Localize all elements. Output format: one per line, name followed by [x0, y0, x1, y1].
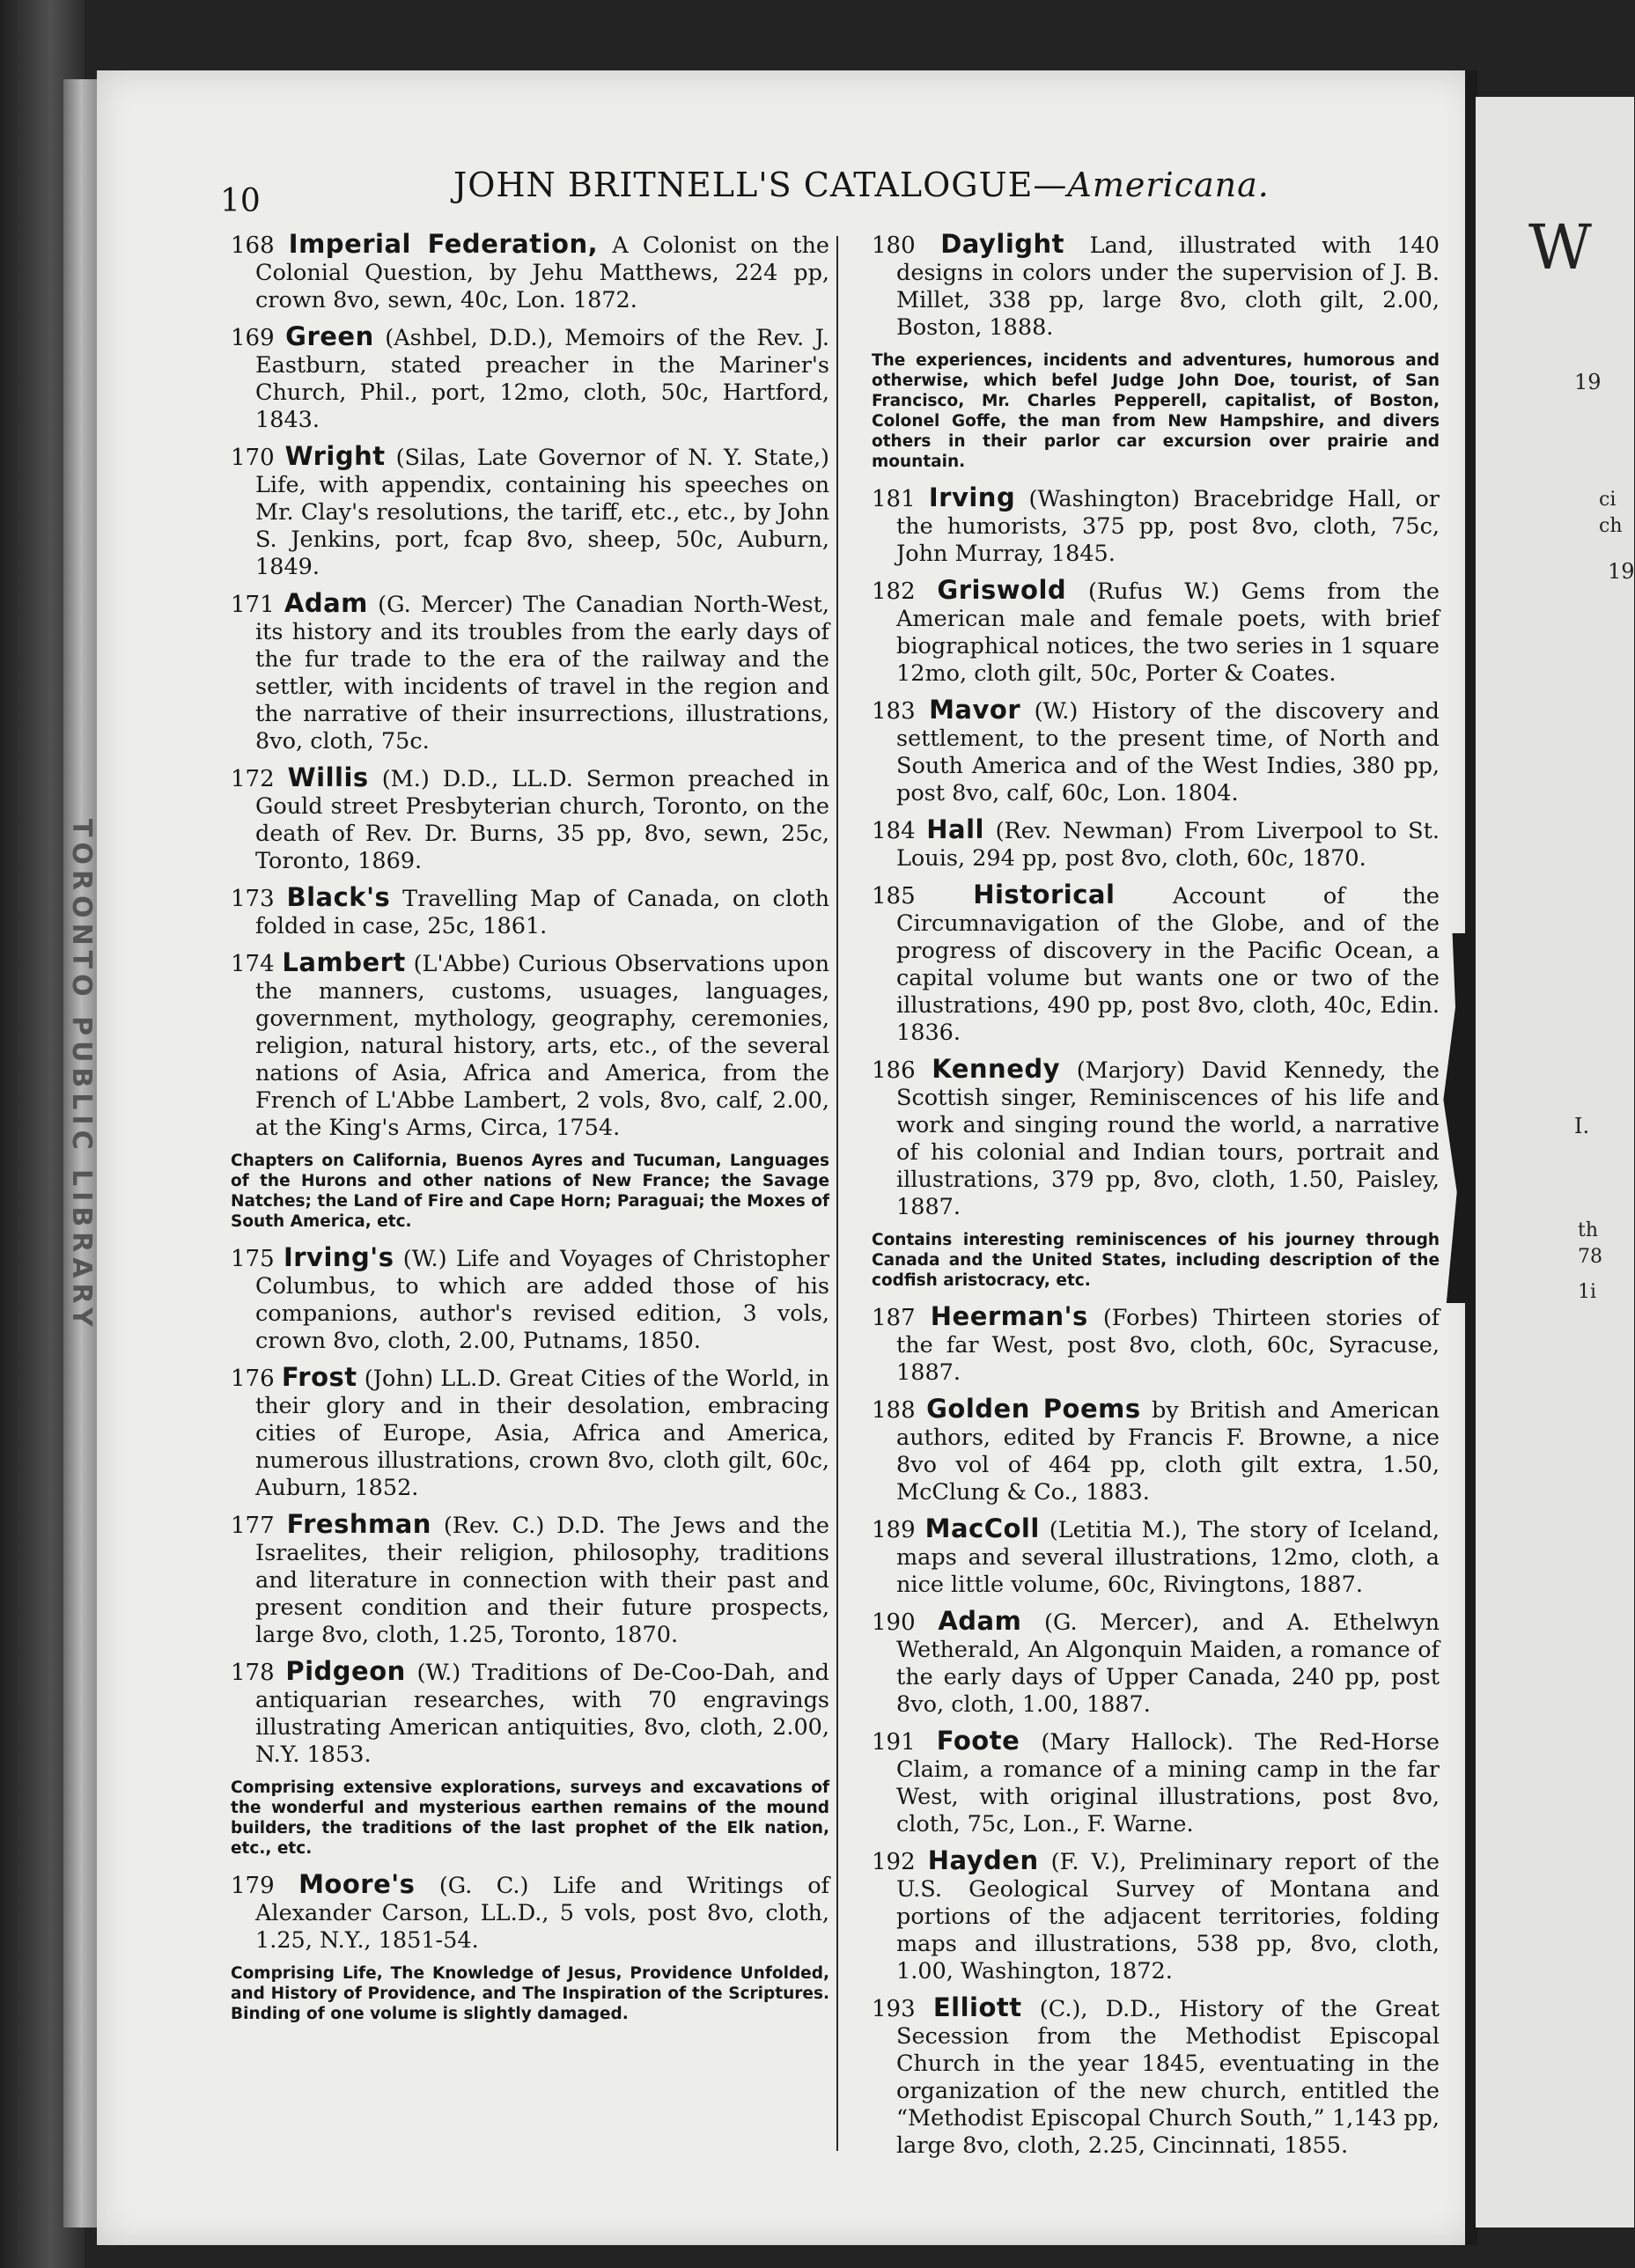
entry-number: 185 [872, 883, 916, 909]
entry-number: 190 [872, 1609, 916, 1636]
catalogue-entry [231, 884, 829, 940]
page-header [220, 166, 1453, 218]
entry-keyword: Heerman's [930, 1301, 1088, 1331]
entry-description: (Letitia M.), The story of Iceland, maps and several illustrations, 12mo, cloth, a nice little volume, 60c, Rivingtons, 1887. [896, 1517, 1440, 1598]
column-divider [836, 236, 838, 2151]
entry-keyword: Wright [284, 441, 386, 471]
entry-description: (F. V.), Preliminary report of the U.S. Geological Survey of Montana and portions of the adjacent territories, folding maps and illustrations, 538 pp, 8vo, cloth, 1.00, Washington, 1872. [896, 1849, 1440, 1984]
entry-number: 187 [872, 1305, 916, 1331]
entry-description: (M.) D.D., LL.D. Sermon preached in Gould street Presbyterian church, Toronto, on the death of Rev. Dr. Burns, 35 pp, 8vo, sewn, 25c, Toronto, 1869. [255, 766, 830, 874]
catalogue-entry [231, 1244, 829, 1355]
catalogue-entry [231, 443, 829, 581]
entry-note: Chapters on California, Buenos Ayres and Tucuman, Languages of the Hurons and other nations of New France; the Savage Natches; the Land of Fire and Cape Horn; Paraguai; the Moxes of South America, etc. [231, 1152, 829, 1231]
catalogue-entry [872, 1847, 1440, 1985]
adjacent-fragment: 19 [1608, 559, 1635, 584]
entry-number: 191 [872, 1729, 916, 1756]
entry-number: 176 [231, 1366, 275, 1392]
catalogue-entry [872, 1727, 1440, 1838]
entry-keyword: Pidgeon [285, 1656, 406, 1686]
entry-description: (Mary Hallock). The Red-Horse Claim, a romance of a mining camp in the far West, with original illustrations, post 8vo, cloth, 75c, Lon., F. Warne. [896, 1729, 1440, 1837]
adjacent-fragment: 78 [1578, 1246, 1602, 1268]
catalogue-entry [872, 231, 1440, 342]
entry-keyword: Freshman [286, 1509, 431, 1539]
adjacent-fragment: 19 [1574, 370, 1602, 394]
entry-keyword: Hall [926, 814, 984, 844]
entry-number: 181 [872, 486, 916, 512]
catalogue-entry [872, 1608, 1440, 1719]
catalogue-entry [872, 816, 1440, 873]
entry-note: Comprising extensive explorations, surveys and excavations of the wonderful and mysterious earthen remains of the mound builders, the traditions of the last prophet of the Elk nation, etc., etc. [231, 1778, 829, 1858]
entry-number: 169 [231, 325, 275, 351]
entry-number: 189 [872, 1517, 916, 1543]
adjacent-fragment: th [1578, 1219, 1599, 1241]
catalogue-entry [231, 231, 829, 314]
catalogue-entry [872, 696, 1440, 807]
entry-description: (G. Mercer) The Canadian North-West, its history and its troubles from the early days of the fur trade to the era of the railway and the settler, with incidents of travel in the region and the narrative of their insurrections, illustrations, 8vo, cloth, 75c. [255, 592, 829, 755]
entry-number: 168 [231, 232, 275, 259]
entry-number: 193 [872, 1996, 916, 2022]
entry-description: (John) LL.D. Great Cities of the World, in their glory and in their desolation, embracing cities of Europe, Asia, Africa and America, numerous illustrations, crown 8vo, cloth gilt, 60c, Auburn, 1852. [255, 1366, 829, 1501]
entry-description: (W.) Traditions of De-Coo-Dah, and antiquarian researches, with 70 engravings illustrating American antiquities, 8vo, cloth, 2.00, N.Y. 1853. [255, 1660, 829, 1768]
entry-keyword: Imperial Federation, [288, 229, 599, 259]
entry-keyword: Elliott [932, 1992, 1022, 2022]
entry-note: Comprising Life, The Knowledge of Jesus, Providence Unfolded, and History of Providence, and The Inspiration of the Scriptures. Binding of one volume is slightly damaged. [231, 1964, 829, 2023]
entry-description: (Forbes) Thirteen stories of the far West, post 8vo, cloth, 60c, Syracuse, 1887. [896, 1305, 1440, 1386]
catalogue-entry [872, 1994, 1440, 2160]
entry-keyword: Daylight [940, 229, 1065, 259]
entry-note: The experiences, incidents and adventures, humorous and otherwise, which befel Judge John Doe, tourist, of San Francisco, Mr. Charles Pepperell, capitalist, of Boston, Colonel Goffe, the man from New Hampshire, and divers others in their parlor car excursion over prairie and mountain. [872, 351, 1440, 471]
entry-description: (Ashbel, D.D.), Memoirs of the Rev. J. Eastburn, stated preacher in the Mariner's Church, Phil., port, 12mo, cloth, 50c, Hartford, 1843. [255, 325, 830, 433]
catalogue-entry [872, 577, 1440, 688]
entry-keyword: Kennedy [932, 1054, 1061, 1084]
catalogue-entry [231, 764, 829, 875]
entry-number: 180 [872, 232, 916, 259]
entry-keyword: Hayden [927, 1845, 1039, 1875]
catalogue-entry [872, 484, 1440, 568]
entry-number: 172 [231, 766, 275, 792]
entry-description: (Rufus W.) Gems from the American male and female poets, with brief biographical notices, the two series in 1 square 12mo, cloth gilt, 50c, Porter & Coates. [896, 578, 1440, 687]
entry-number: 182 [872, 578, 916, 605]
entry-description: (Washington) Bracebridge Hall, or the humorists, 375 pp, post 8vo, cloth, 75c, John Murray, 1845. [896, 486, 1440, 567]
catalogue-entry [872, 1515, 1440, 1599]
entry-description: (W.) Life and Voyages of Christopher Columbus, to which are added those of his companions, author's revised edition, 3 vols, crown 8vo, cloth, 2.00, Putnams, 1850. [255, 1246, 830, 1354]
entry-number: 179 [231, 1873, 275, 1899]
entry-description: (Rev. Newman) From Liverpool to St. Louis, 294 pp, post 8vo, cloth, 60c, 1870. [896, 818, 1440, 872]
catalogue-entry [231, 949, 829, 1142]
entry-number: 170 [231, 445, 275, 471]
catalogue-entry [231, 1871, 829, 1955]
adjacent-page-strip [1476, 97, 1634, 2228]
entry-description: Account of the Circumnavigation of the Globe, and of the progress of discovery in the Pacific Ocean, a capital volume but wants one or two of the illustrations, 490 pp, post 8vo, cloth, 40c, Edin. 1836. [896, 883, 1440, 1046]
entry-keyword: Mavor [929, 695, 1021, 725]
entry-keyword: Irving's [283, 1242, 394, 1272]
entry-keyword: Foote [936, 1726, 1020, 1756]
catalogue-entry [231, 590, 829, 755]
adjacent-fragment: 1i [1578, 1281, 1597, 1303]
entry-number: 171 [231, 592, 275, 618]
entry-description: (Rev. C.) D.D. The Jews and the Israelites, their religion, philosophy, traditions and literature in connection with their past and present condition and their future prospects, large 8vo, cloth, 1.25, Toronto, 1870. [255, 1513, 829, 1648]
left-column [231, 231, 829, 2036]
entry-keyword: Golden Poems [926, 1394, 1141, 1424]
entry-description: (Marjory) David Kennedy, the Scottish singer, Reminiscences of his life and work and singing round the world, a narrative of his colonial and Indian tours, portrait and illustrations, 379 pp, 8vo, cloth, 1.50, Paisley, 1887. [896, 1057, 1440, 1220]
entry-number: 177 [231, 1513, 275, 1539]
entry-keyword: Adam [938, 1606, 1022, 1636]
entry-description: (W.) History of the discovery and settlement, to the present time, of North and South America and of the West Indies, 380 pp, post 8vo, calf, 60c, Lon. 1804. [896, 698, 1440, 806]
entry-keyword: Willis [287, 762, 369, 792]
adjacent-fragment: ci [1599, 489, 1617, 511]
entry-description: (Silas, Late Governor of N. Y. State,) Life, with appendix, containing his speeches on Mr. Clay's resolutions, the tariff, etc., etc., by John S. Jenkins, port, fcap 8vo, sheep, 50c, Auburn, 1849. [255, 445, 829, 580]
catalogue-entry [231, 1364, 829, 1502]
entry-number: 184 [872, 818, 916, 844]
catalogue-entry [872, 1303, 1440, 1387]
running-title-text: JOHN BRITNELL'S CATALOGUE— [453, 166, 1068, 204]
entry-number: 178 [231, 1660, 275, 1686]
entry-keyword: Lambert [282, 947, 406, 977]
entry-keyword: Green [285, 321, 374, 351]
page-number: 10 [220, 183, 261, 219]
entry-description: (G. Mercer), and A. Ethelwyn Wetherald, An Algonquin Maiden, a romance of the early days of Upper Canada, 240 pp, post 8vo, cloth, 1.00, 1887. [896, 1609, 1440, 1718]
entry-number: 186 [872, 1057, 916, 1084]
entry-keyword: Historical [973, 880, 1116, 909]
entry-description: A Colonist on the Colonial Question, by Jehu Matthews, 224 pp, crown 8vo, sewn, 40c, Lon. 1872. [255, 232, 829, 313]
entry-number: 174 [231, 951, 275, 977]
entry-keyword: Moore's [298, 1869, 416, 1899]
entry-description: Land, illustrated with 140 designs in colors under the supervision of J. B. Millet, 338 pp, large 8vo, cloth gilt, 2.00, Boston, 1888. [896, 232, 1440, 341]
entry-keyword: Adam [284, 588, 368, 618]
entry-keyword: Black's [286, 882, 391, 912]
adjacent-fragment: W [1528, 211, 1592, 284]
entry-keyword: MacColl [924, 1513, 1040, 1543]
entry-description: Travelling Map of Canada, on cloth folded in case, 25c, 1861. [255, 886, 829, 939]
adjacent-fragment: I. [1574, 1114, 1590, 1138]
running-title [453, 166, 1270, 204]
catalogue-entry [231, 323, 829, 434]
entry-description: (C.), D.D., History of the Great Secession from the Methodist Episcopal Church in the year 1845, eventuating in the organization of the new church, entitled the “Methodist Episcopal Church South,” 1,143 pp, large 8vo, cloth, 2.25, Cincinnati, 1855. [896, 1996, 1440, 2159]
entry-description: by British and American authors, edited by Francis F. Browne, a nice 8vo vol of 464 pp, cloth gilt extra, 1.50, McClung & Co., 1883. [896, 1397, 1440, 1506]
catalogue-entry [872, 881, 1440, 1047]
entry-keyword: Griswold [937, 575, 1067, 605]
entry-number: 188 [872, 1397, 916, 1424]
entry-number: 183 [872, 698, 916, 725]
catalogue-entry [231, 1658, 829, 1769]
right-column [872, 231, 1440, 2169]
entry-number: 175 [231, 1246, 275, 1272]
entry-description: (G. C.) Life and Writings of Alexander Carson, LL.D., 5 vols, post 8vo, cloth, 1.25, N.Y., 1851-54. [255, 1873, 830, 1954]
entry-note: Contains interesting reminiscences of his journey through Canada and the United States, including description of the codfish aristocracy, etc. [872, 1231, 1440, 1290]
entry-number: 192 [872, 1849, 916, 1875]
catalogue-entry [872, 1395, 1440, 1506]
catalogue-entry [872, 1056, 1440, 1221]
entry-description: (L'Abbe) Curious Observations upon the manners, customs, usuages, languages, government, mythology, geography, ceremonies, religion, natural history, arts, etc., of the several nations of Asia, Africa and America, from the French of L'Abbe Lambert, 2 vols, 8vo, calf, 2.00, at the King's Arms, Circa, 1754. [255, 951, 830, 1141]
catalogue-entry [231, 1511, 829, 1649]
library-stamp: TORONTO PUBLIC LIBRARY [66, 819, 97, 1332]
entry-number: 173 [231, 886, 275, 912]
entry-keyword: Irving [928, 482, 1016, 512]
adjacent-fragment: ch [1599, 515, 1623, 537]
entry-keyword: Frost [281, 1362, 357, 1392]
running-title-italic: Americana. [1067, 166, 1270, 204]
